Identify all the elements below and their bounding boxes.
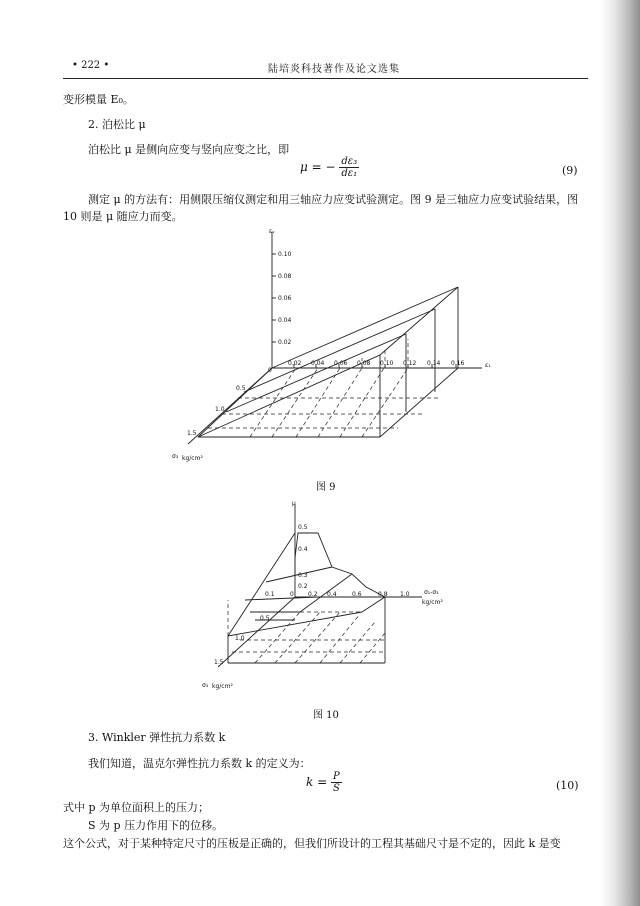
fig9-y-axis-label: εᵥ: [269, 228, 275, 235]
fig10-depth-axis-label: σ₃: [202, 682, 209, 689]
equation-10-numerator: P: [331, 771, 342, 783]
fig9-x-tick-label: 0.08: [357, 360, 371, 367]
fig9-origin-label: 0: [268, 367, 272, 374]
fig10-y-axis-label: μ: [292, 500, 296, 507]
equation-10-lhs: k =: [306, 775, 328, 789]
figure-10-caption: 图 10: [313, 710, 339, 721]
fig10-x-tick-label: 1.0: [400, 591, 410, 598]
fig10-depth-tick-label: 1.5: [214, 659, 224, 666]
header-rule: [63, 78, 588, 79]
fig10-x-tick-label: 0.4: [327, 591, 337, 598]
section-heading-winkler: 3. Winkler 弹性抗力系数 k: [88, 731, 226, 744]
paragraph-methods-line1: 测定 μ 的方法有：用侧限压缩仪测定和用三轴应力应变试验测定。图 9 是三轴应力应变试验结果，图: [88, 193, 579, 206]
figure-9: [0, 220, 640, 510]
fig9-x-tick-label: 0.14: [427, 360, 441, 367]
page-number: • 222 •: [72, 60, 110, 71]
fig9-x-tick-label: 0.16: [451, 360, 465, 367]
equation-10-denominator: S: [332, 783, 340, 794]
running-header-title: 陆培炎科技著作及论文选集: [268, 64, 400, 75]
fig9-depth-tick-label: 0.5: [236, 385, 246, 392]
fig10-x-tick-label: 0.6: [352, 591, 362, 598]
equation-10-fraction: [331, 771, 342, 794]
figure-9-caption: 图 9: [316, 482, 336, 493]
fig10-y-tick-label: 0.5: [298, 524, 308, 531]
paragraph-deformation-modulus: 变形模量 E₀。: [63, 93, 134, 106]
fig9-y-tick-label: 0.06: [278, 295, 292, 302]
fig10-depth-axis: [218, 597, 295, 667]
fig9-depth-tick-label: 1.0: [215, 406, 225, 413]
equation-9-fraction: [339, 156, 359, 179]
fig9-x-tick-label: 0.04: [311, 360, 325, 367]
fig10-depth-tick-label: 0.5: [260, 615, 270, 622]
fig10-x-axis-label: σ₁-σ₃: [424, 589, 439, 596]
equation-9-numerator: dε₃: [341, 156, 358, 167]
equation-10: [306, 771, 342, 794]
figure-10: [0, 500, 640, 695]
fig9-x-tick-label: 0.02: [288, 360, 302, 367]
fig9-x-tick-label: 0.10: [380, 360, 394, 367]
equation-9-lhs: μ = −: [300, 160, 336, 174]
equation-9: [300, 156, 359, 179]
fig10-x-tick-label: 0.2: [308, 591, 318, 598]
fig9-x-axis-label: ε₁: [485, 362, 491, 369]
fig10-y-tick-label: 0.4: [298, 546, 308, 553]
fig10-depth-tick-label: 1.0: [235, 635, 245, 642]
fig9-surface: [198, 287, 458, 437]
fig9-depth-tick-label: 1.5: [187, 430, 197, 437]
paragraph-formula-discussion: 这个公式，对于某种特定尺寸的压板是正确的，但我们所设计的工程其基础尺寸是不定的，因此 k 是变: [63, 837, 561, 850]
fig9-y-tick-label: 0.10: [278, 251, 292, 258]
fig9-y-tick-label: 0.02: [278, 339, 292, 346]
paragraph-poisson-definition: 泊松比 μ 是侧向应变与竖向应变之比，即: [88, 143, 290, 156]
equation-10-number: (10): [556, 779, 579, 792]
fig9-depth-unit: kg/cm²: [182, 455, 203, 462]
paragraph-s-definition: S 为 p 压力作用下的位移。: [88, 819, 224, 832]
fig10-y-tick-label: 0.1: [265, 591, 275, 598]
paragraph-p-definition: 式中 p 为单位面积上的压力；: [63, 801, 210, 814]
equation-9-number: (9): [562, 164, 578, 177]
fig9-x-tick-label: 0.12: [403, 360, 417, 367]
fig10-depth-unit: kg/cm²: [212, 683, 233, 690]
fig9-y-tick-label: 0.08: [278, 273, 292, 280]
fig10-x-tick-label: 0.8: [378, 591, 388, 598]
fig10-x-tick-label: 0: [290, 591, 294, 598]
fig9-depth-axis-label: σ₃: [172, 453, 179, 460]
fig9-y-tick-label: 0.04: [278, 317, 292, 324]
fig9-x-tick-label: 0.06: [334, 360, 348, 367]
fig10-x-unit: kg/cm²: [422, 599, 443, 606]
fig10-y-tick-label: 0.2: [298, 583, 308, 590]
paragraph-winkler-definition: 我们知道，温克尔弹性抗力系数 k 的定义为：: [88, 757, 311, 770]
paragraph-methods-line2: 10 则是 μ 随应力而变。: [63, 210, 183, 223]
equation-9-denominator: dε₁: [341, 168, 358, 179]
fig10-y-tick-label: 0.3: [298, 572, 308, 579]
section-heading-poisson: 2. 泊松比 μ: [88, 118, 146, 131]
fig9-y-tick-marks: [272, 254, 276, 342]
